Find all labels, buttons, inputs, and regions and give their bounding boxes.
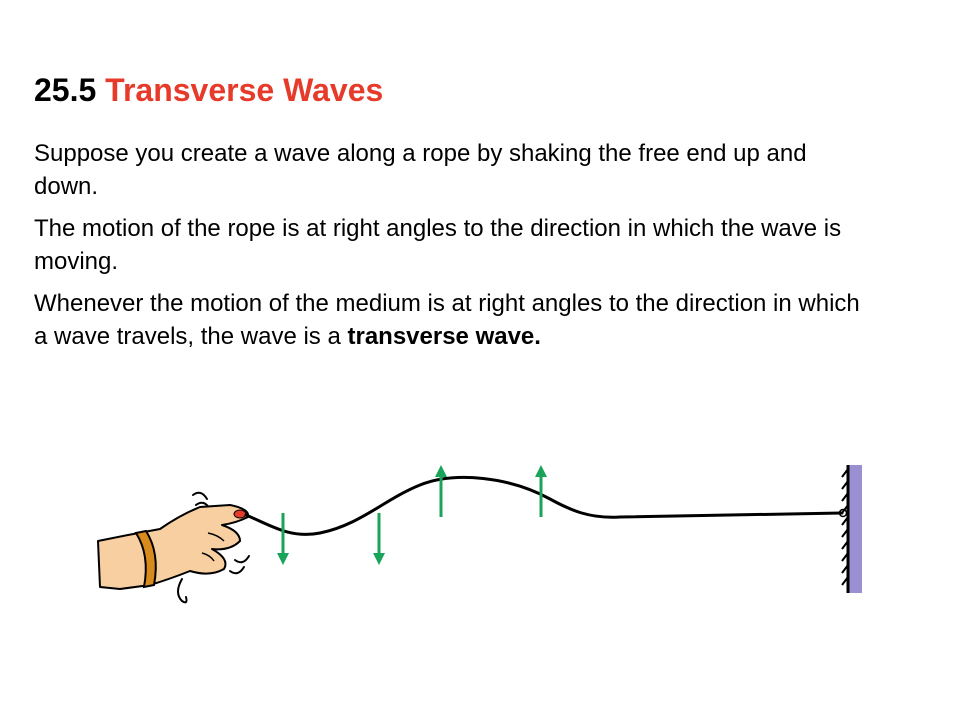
paragraph-rope-motion: The motion of the rope is at right angles to the direction in which the wave is moving.	[34, 215, 842, 275]
down-arrow-icon	[373, 513, 385, 565]
section-title: Transverse Waves	[105, 72, 384, 108]
paragraph-definition	[34, 287, 864, 353]
definition-term: transverse wave.	[347, 323, 541, 350]
hand-icon	[98, 493, 249, 603]
definition-lead: Whenever the motion of the medium is at right angles to the direction in which a wave travels, the wave is a	[34, 290, 860, 350]
slide-title	[34, 70, 383, 110]
up-arrow-icon	[435, 465, 447, 517]
paragraph-rope-wave: Suppose you create a wave along a rope by shaking the free end up and down.	[34, 140, 807, 200]
body-text	[34, 137, 864, 362]
transverse-wave-illustration	[90, 455, 880, 615]
rope	[246, 477, 842, 534]
wall-icon	[840, 465, 863, 593]
section-number: 25.5	[34, 72, 97, 108]
down-arrow-icon	[277, 513, 289, 565]
